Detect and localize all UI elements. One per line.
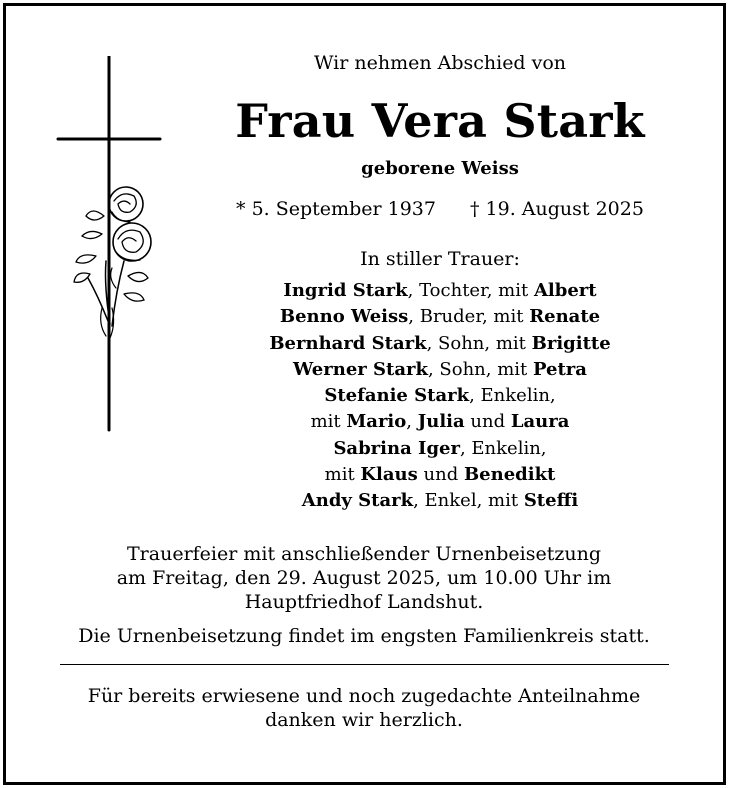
mourner-relation: , Enkelin, [459,437,547,459]
mourner-line [220,409,660,435]
mourner-name: Mario [346,411,407,433]
mourner-relation: , Tochter, mit [407,280,534,301]
mourner-name: Brigitte [531,332,611,354]
mourner-name: Petra [532,358,587,380]
divider [60,664,669,665]
mourner-relation: mit [324,464,361,486]
mourner-name: Laura [510,411,570,433]
thanks-line: Für bereits erwiesene und noch zugedachte Anteilnahme [87,685,641,707]
ceremony-line: Trauerfeier mit anschließender Urnenbeisetzung [127,543,601,565]
mourner-line [220,357,660,383]
life-dates [220,198,660,220]
mourner-relation: und [464,411,511,433]
mourner-name: Werner Stark [293,358,428,380]
mourner-name: Ingrid Stark [283,280,408,301]
deceased-name: Frau Vera Stark [235,94,645,148]
mourner-name: Benno Weiss [279,306,409,328]
mourner-line [220,488,660,514]
mourner-relation: , Sohn, mit [427,358,533,380]
mourner-name: Steffi [523,490,579,512]
mourner-line [220,304,660,330]
burial-note: Die Urnenbeisetzung findet im engsten Familienkreis statt. [78,625,650,647]
mourner-name: Sabrina Iger [333,437,460,459]
mourner-name: Bernhard Stark [269,332,427,354]
mourners-list [220,278,660,515]
mourner-relation: , Sohn, mit [426,332,532,354]
ceremony-line: Hauptfriedhof Landshut. [244,591,484,613]
ceremony-line: am Freitag, den 29. August 2025, um 10.00 Uhr im [116,567,612,589]
mourner-name: Albert [533,280,597,301]
mourner-name: Benedikt [463,464,556,486]
ceremony-info [40,542,688,614]
mourner-relation: , Enkelin, [469,385,556,407]
mourner-relation: mit [310,411,347,433]
cross-with-roses-icon [54,56,164,432]
death-date: † 19. August 2025 [470,198,644,220]
mourner-name: Andy Stark [301,490,414,512]
thanks-text [40,684,688,732]
mourner-name: Renate [529,306,601,328]
mourner-relation: , Enkel, mit [413,490,524,512]
birth-name: geborene Weiss [361,158,519,179]
mourner-relation: , [406,411,418,433]
intro-text: Wir nehmen Abschied von [313,52,567,74]
mourner-name: Klaus [360,464,418,486]
thanks-line: danken wir herzlich. [265,709,463,731]
mourner-name: Stefanie Stark [324,385,470,407]
mourner-line [220,436,660,462]
mourner-relation: und [417,464,464,486]
mourner-line [220,331,660,357]
mourner-name: Julia [417,411,465,433]
mourner-relation: , Bruder, mit [408,306,530,328]
mourner-line [220,278,660,304]
mourner-line [220,462,660,488]
mourner-line [220,383,660,409]
mourning-intro: In stiller Trauer: [360,248,520,270]
birth-date: * 5. September 1937 [236,198,436,220]
